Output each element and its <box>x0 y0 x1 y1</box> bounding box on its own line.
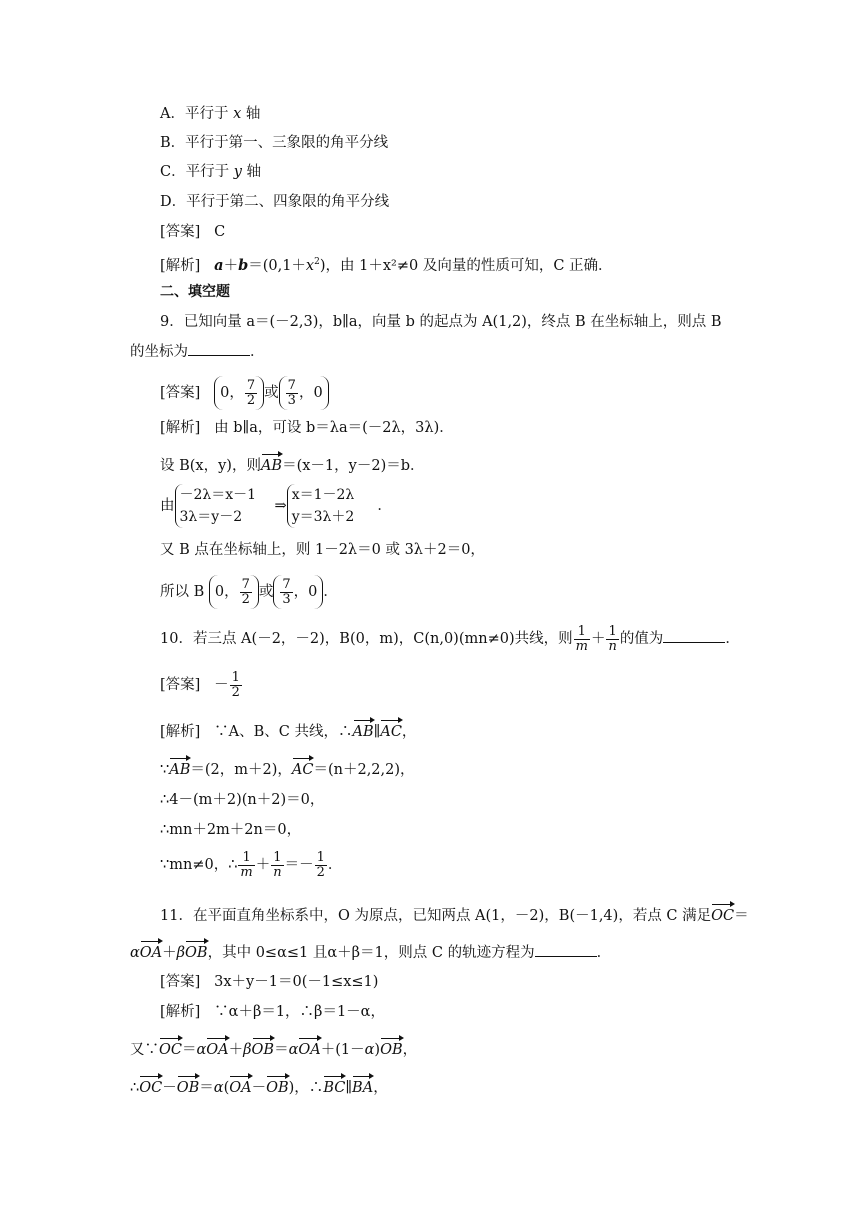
q11-analysis-2: 又∵OC＝αOA＋βOB＝αOA＋(1－α)OB， <box>130 1042 418 1058</box>
q10-analysis-4: ∴mn＋2m＋2n＝0， <box>160 822 302 838</box>
q9-analysis-4: 所以 B 0， $\frac{7}{2}$ 或 $\frac{7}{3}$ ，0 ． <box>160 575 338 609</box>
answer-blank <box>188 341 250 356</box>
option-b: B．平行于第一、三象限的角平分线 <box>160 135 389 151</box>
q10-analysis-3: ∴4－(m＋2)(n＋2)＝0， <box>160 792 325 808</box>
option-d: D．平行于第二、四象限的角平分线 <box>160 194 390 210</box>
q10-analysis-2: ∵AB＝(2，m＋2)，AC＝(n＋2,2,2)， <box>160 762 415 778</box>
option-c: C．平行于 y 轴 <box>160 164 262 180</box>
q9-answer: [答案] 0， $\frac{7}{2}$ 或 $\frac{7}{3}$ ，0 <box>160 376 329 410</box>
q8-analysis: [解析] $a+b=(0,1+x^2)$，由 1＋x²≠0 及向量的性质可知，C 正确． <box>160 256 613 274</box>
q10-analysis-1: [解析] ∵A、B、C 共线，∴AB∥AC， <box>160 724 417 740</box>
section-heading: 二、填空题 <box>160 284 230 300</box>
q11-analysis-1: [解析] ∵α＋β＝1，∴β＝1－α， <box>160 1004 385 1020</box>
q11-answer: [答案] 3x＋y－1＝0(－1≤x≤1) <box>160 974 379 990</box>
q9-analysis-1: [解析] 由 b∥a，可设 b＝λa＝(－2λ，3λ)． <box>160 420 454 436</box>
q8-answer: [答案] C <box>160 224 226 240</box>
q9-analysis-2: 设 B(x，y)，则AB＝(x－1，y－2)＝b． <box>160 458 425 474</box>
q11-stem-line1: 11．在平面直角坐标系中，O 为原点，已知两点 A(1，－2)，B(－1,4)，若点 C 满足OC＝ <box>160 908 749 924</box>
q9-stem-line2: 的坐标为 ． <box>130 341 265 362</box>
q9-analysis-3: 又 B 点在坐标轴上，则 1－2λ＝0 或 3λ＋2＝0， <box>160 542 485 558</box>
q10-stem: 10．若三点 A(－2，－2)，B(0，m)，C(n,0)(mn≠0)共线，则 $\frac{1}{m}$ ＋ $\frac{1}{n}$ 的值为 ． <box>160 623 740 654</box>
q9-stem-line1: 9．已知向量 a＝(－2,3)，b∥a，向量 b 的起点为 A(1,2)，终点 B 在坐标轴上，则点 B <box>160 314 722 330</box>
option-a: A．平行于 x 轴 <box>160 106 261 122</box>
q9-analysis-system: 由－2λ＝x－1 3λ＝y－2 ⇒x＝1－2λ y＝3λ＋2 ． <box>160 484 392 528</box>
q10-analysis-5: ∵mn≠0，∴ $\frac{1}{m}$ ＋ $\frac{1}{n}$ ＝－ $\frac{1}{2}$ ． <box>160 849 343 880</box>
q11-analysis-3: ∴OC－OB＝α(OA－OB)，∴BC∥BA， <box>130 1080 388 1096</box>
q10-answer: [答案] － $\frac{1}{2}$ <box>160 669 240 700</box>
q11-stem-line2: αOA＋βOB，其中 0≤α≤1 且α＋β＝1，则点 C 的轨迹方程为 ． <box>130 942 611 963</box>
